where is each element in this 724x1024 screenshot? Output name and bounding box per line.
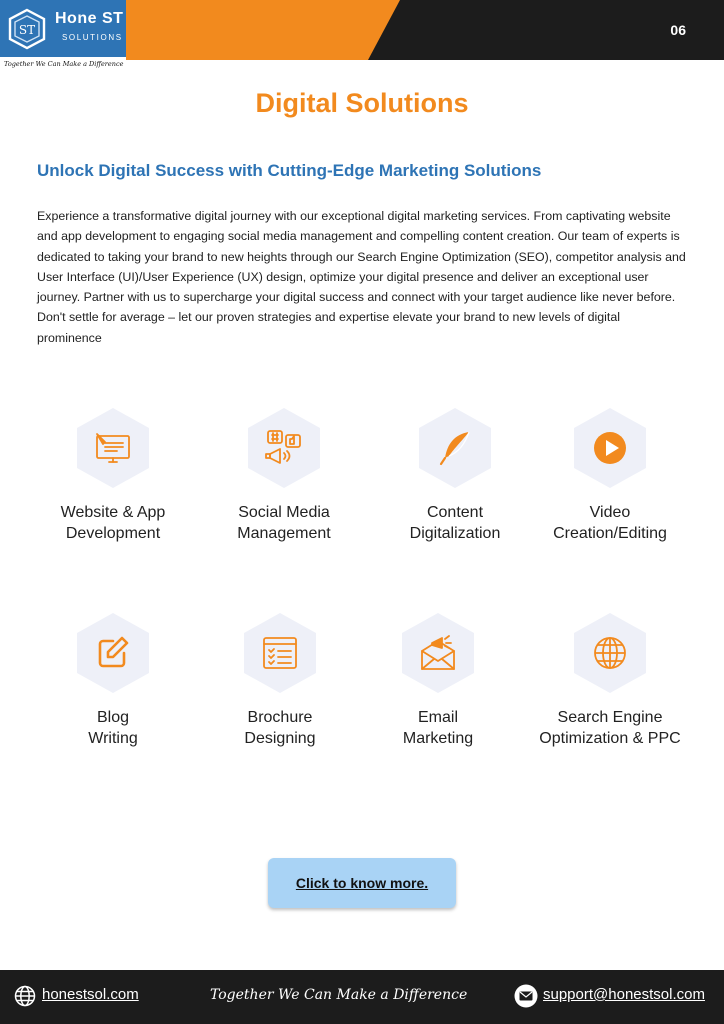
section-subtitle: Unlock Digital Success with Cutting-Edge Marketing Solutions: [37, 161, 542, 180]
service-blog: [33, 613, 193, 749]
service-label: Video Creation/Editing: [553, 504, 667, 542]
checklist-icon: [244, 613, 316, 693]
company-logo: [0, 0, 126, 72]
service-social-media: [204, 408, 364, 544]
service-label: Blog Writing: [88, 709, 138, 747]
email-link[interactable]: support@honestsol.com: [543, 986, 705, 1003]
logo-mark-icon: [6, 8, 48, 50]
svg-text:ST: ST: [18, 23, 36, 37]
service-seo: [530, 613, 690, 749]
service-label: Email Marketing: [402, 709, 474, 747]
service-label: Social Media Management: [237, 504, 331, 542]
play-icon: [574, 408, 646, 488]
feather-icon: [419, 408, 491, 488]
logo-tagline: Together We Can Make a Difference: [4, 60, 124, 68]
globe-icon: [574, 613, 646, 693]
service-label: Website & App Development: [60, 504, 166, 542]
service-label: Brochure Designing: [244, 709, 316, 747]
logo-title: Hone ST: [55, 10, 124, 27]
edit-icon: [77, 613, 149, 693]
email-megaphone-icon: [402, 613, 474, 693]
social-media-icon: [248, 408, 320, 488]
page-title: Digital Solutions: [255, 88, 469, 118]
service-email: [358, 613, 518, 749]
service-website-app: [33, 408, 193, 544]
website-link[interactable]: honestsol.com: [42, 986, 139, 1003]
page-number: 06: [670, 22, 686, 38]
logo-subtitle: SOLUTIONS: [62, 33, 123, 42]
globe-icon: [14, 985, 36, 1007]
web-development-icon: [77, 408, 149, 488]
service-label: Search Engine Optimization & PPC: [539, 709, 681, 747]
footer-bar: [0, 970, 724, 1024]
service-video: [530, 408, 690, 544]
footer-tagline: Together We Can Make a Difference: [210, 987, 468, 1003]
email-icon: [514, 984, 538, 1008]
service-brochure: [200, 613, 360, 749]
service-content: [375, 408, 535, 544]
intro-paragraph: Experience a transformative digital journey with our exceptional digital marketing services. From captivating website and app development to engaging social media management and compelling content creation. Our team of experts is dedicated to taking your brand to new heights through our Search Engine Optimization (SEO), competitor analysis and User Interface (UI)/User Experience (UX) design, optimize your digital presence and deliver an exceptional user journey. Partner with us to supercharge your digital success and connect with your target audience like never before. Don't settle for average – let our proven strategies and expertise elevate your brand to new levels of digital prominence: [37, 209, 686, 345]
know-more-button[interactable]: Click to know more.: [268, 858, 456, 908]
service-label: Content Digitalization: [409, 504, 501, 542]
